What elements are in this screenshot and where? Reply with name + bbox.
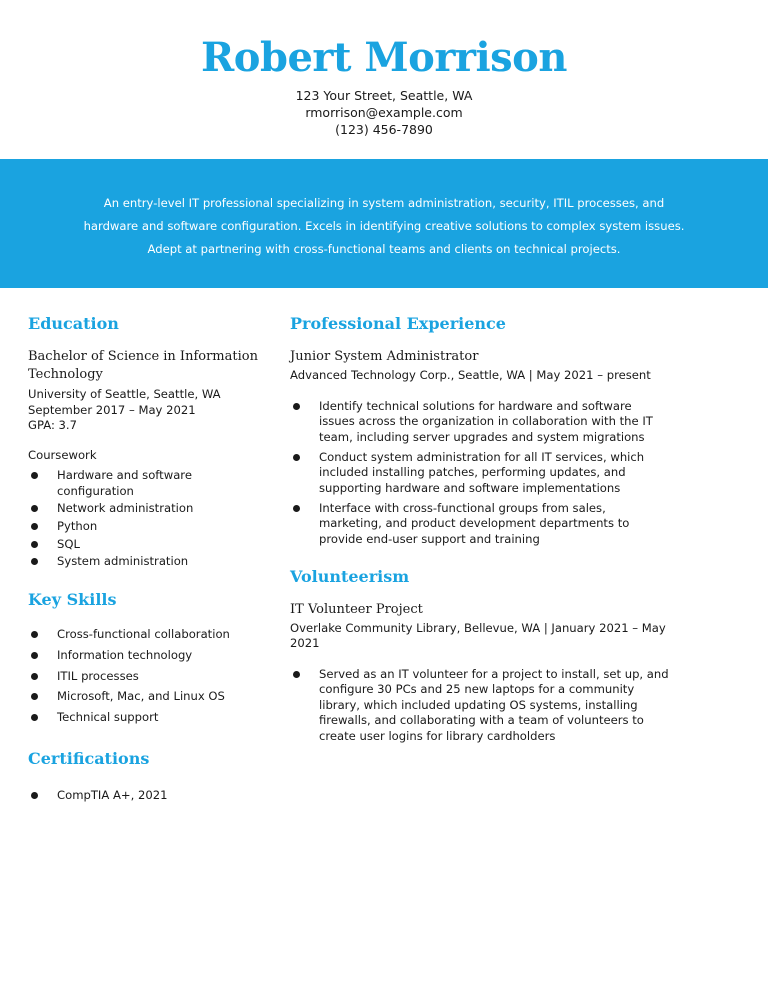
bullet-icon: [31, 693, 38, 700]
candidate-name: Robert Morrison: [201, 34, 567, 81]
coursework-list: [28, 468, 258, 570]
email: rmorrison@example.com: [305, 105, 463, 120]
list-item: System administration: [28, 554, 258, 570]
list-item: Network administration: [28, 501, 258, 517]
bullet-icon: [31, 792, 38, 799]
bullet-icon: [31, 558, 38, 565]
skills-heading: Key Skills: [28, 589, 117, 609]
volunteer-heading: Volunteerism: [290, 566, 410, 586]
volunteer-org: Overlake Community Library, Bellevue, WA | January 2021 – May 2021: [290, 620, 666, 650]
certifications-list: [28, 788, 258, 804]
list-item: Information technology: [28, 648, 258, 664]
summary-text: An entry-level IT professional specializing in system administration, security, ITIL processes, and hardware and software configuration. Excels in identifying creative solutions to complex system issues. Adept at partnering with cross-functional teams and clients on technical projects.: [83, 196, 685, 256]
list-item: ITIL processes: [28, 669, 258, 685]
list-item: Cross-functional collaboration: [28, 627, 258, 643]
skills-list: [28, 627, 258, 726]
bullet-icon: [31, 523, 38, 530]
bullet-icon: [31, 541, 38, 548]
bullet-icon: [31, 652, 38, 659]
bullet-icon: [31, 472, 38, 479]
experience-bullets: [290, 399, 670, 548]
degree-title: Bachelor of Science in Information Technology: [28, 349, 258, 382]
left-column: [28, 313, 258, 803]
experience-heading: Professional Experience: [290, 314, 506, 333]
bullet-icon: [293, 671, 300, 678]
bullet-icon: [31, 714, 38, 721]
coursework-label: Coursework: [28, 447, 97, 462]
list-item: Technical support: [28, 710, 258, 726]
school: University of Seattle, Seattle, WA: [28, 387, 221, 401]
company-line: Advanced Technology Corp., Seattle, WA | May 2021 – present: [290, 368, 651, 382]
address: 123 Your Street, Seattle, WA: [295, 88, 473, 103]
volunteer-project: IT Volunteer Project: [290, 601, 423, 617]
job-title: Junior System Administrator: [290, 349, 479, 364]
phone: (123) 456-7890: [335, 122, 433, 137]
education-heading: Education: [28, 314, 119, 333]
bullet-icon: [31, 631, 38, 638]
bullet-icon: [31, 505, 38, 512]
bullet-icon: [293, 403, 300, 410]
list-item: CompTIA A+, 2021: [28, 788, 258, 804]
summary-band: [0, 159, 768, 288]
list-item: Interface with cross-functional groups from sales, marketing, and product development departments to provide end-user support and training: [290, 501, 670, 548]
bullet-icon: [293, 505, 300, 512]
list-item: Python: [28, 519, 258, 535]
gpa: GPA: 3.7: [28, 418, 77, 432]
right-column: [290, 313, 690, 749]
list-item: SQL: [28, 537, 258, 553]
volunteer-bullets: [290, 667, 670, 745]
list-item: Hardware and software configuration: [28, 468, 258, 499]
bullet-icon: [293, 454, 300, 461]
list-item: Identify technical solutions for hardware and software issues across the organization in collaboration with the IT team, including server upgrades and system migrations: [290, 399, 670, 446]
list-item: Served as an IT volunteer for a project to install, set up, and configure 30 PCs and 25 new laptops for a community library, which included updating OS systems, installing firewalls, and collaborating with a team of volunteers to create user logins for library cardholders: [290, 667, 670, 745]
list-item: Microsoft, Mac, and Linux OS: [28, 689, 258, 705]
certifications-heading: Certifications: [28, 748, 150, 768]
resume-header: [0, 0, 768, 138]
contact-info: [0, 87, 768, 138]
education-dates: September 2017 – May 2021: [28, 402, 196, 417]
bullet-icon: [31, 673, 38, 680]
list-item: Conduct system administration for all IT services, which included installing patches, performing updates, and supporting hardware and software implementations: [290, 450, 670, 497]
